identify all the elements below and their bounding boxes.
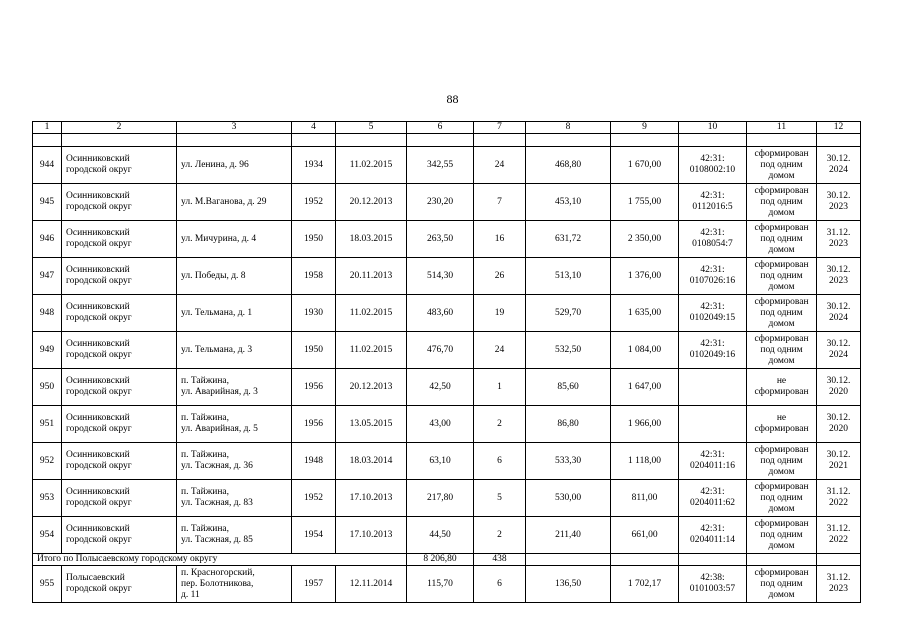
row-number: 950: [33, 369, 62, 406]
deadline: 30.12. 2021: [817, 443, 861, 480]
page-number: 88: [446, 92, 459, 106]
col-header: 12: [817, 122, 861, 134]
row-number: 951: [33, 406, 62, 443]
district: Осинниковский городской округ: [62, 480, 177, 517]
district: Осинниковский городской округ: [62, 295, 177, 332]
residents: 2: [474, 406, 526, 443]
cadastral-number: [679, 369, 747, 406]
col-header: 2: [62, 122, 177, 134]
table-row: [33, 332, 861, 369]
cell-9: 1 084,00: [611, 332, 679, 369]
cell-9: 811,00: [611, 480, 679, 517]
area: 342,55: [407, 147, 474, 184]
deadline: 31.12. 2022: [817, 480, 861, 517]
cadastral-number: 42:31: 0204011:14: [679, 517, 747, 554]
district: Осинниковский городской округ: [62, 443, 177, 480]
district: Осинниковский городской округ: [62, 369, 177, 406]
address: п. Тайжина, ул. Тасжная, д. 36: [177, 443, 292, 480]
col-header: 11: [747, 122, 817, 134]
table-row: [33, 295, 861, 332]
total-label: Итого по Полысаевскому городскому округу: [33, 554, 407, 566]
area: 63,10: [407, 443, 474, 480]
residents: 2: [474, 517, 526, 554]
address: п. Тайжина, ул. Тасжная, д. 85: [177, 517, 292, 554]
col-header: 10: [679, 122, 747, 134]
cell-8: 211,40: [526, 517, 611, 554]
total-people: 438: [474, 554, 526, 566]
address: п. Тайжина, ул. Аварийная, д. 3: [177, 369, 292, 406]
cadastral-number: 42:31: 0108002:10: [679, 147, 747, 184]
land-status: сформирован под одним домом: [747, 566, 817, 603]
year-built: 1948: [292, 443, 336, 480]
land-status: сформирован под одним домом: [747, 480, 817, 517]
col-header: 3: [177, 122, 292, 134]
residents: 24: [474, 147, 526, 184]
deadline: 31.12. 2023: [817, 566, 861, 603]
area: 43,00: [407, 406, 474, 443]
land-status: сформирован под одним домом: [747, 443, 817, 480]
recognition-date: 11.02.2015: [336, 332, 407, 369]
address: ул. М.Ваганова, д. 29: [177, 184, 292, 221]
col-header: 7: [474, 122, 526, 134]
recognition-date: 13.05.2015: [336, 406, 407, 443]
col-header: 4: [292, 122, 336, 134]
cadastral-number: 42:31: 0108054:7: [679, 221, 747, 258]
recognition-date: 17.10.2013: [336, 480, 407, 517]
address: ул. Тельмана, д. 3: [177, 332, 292, 369]
table-row: [33, 480, 861, 517]
row-number: 946: [33, 221, 62, 258]
address: ул. Тельмана, д. 1: [177, 295, 292, 332]
residents: 1: [474, 369, 526, 406]
deadline: 30.12. 2024: [817, 147, 861, 184]
table-row: [33, 566, 861, 603]
table-row: [33, 147, 861, 184]
cell-8: 513,10: [526, 258, 611, 295]
recognition-date: 20.12.2013: [336, 369, 407, 406]
row-number: 944: [33, 147, 62, 184]
address: п. Тайжина, ул. Аварийная, д. 5: [177, 406, 292, 443]
area: 230,20: [407, 184, 474, 221]
year-built: 1957: [292, 566, 336, 603]
deadline: 31.12. 2022: [817, 517, 861, 554]
area: 514,30: [407, 258, 474, 295]
residents: 16: [474, 221, 526, 258]
col-header: 8: [526, 122, 611, 134]
row-number: 948: [33, 295, 62, 332]
cell-8: 85,60: [526, 369, 611, 406]
land-status: сформирован под одним домом: [747, 332, 817, 369]
recognition-date: 18.03.2015: [336, 221, 407, 258]
table-row: [33, 221, 861, 258]
residents: 19: [474, 295, 526, 332]
cell-9: 1 635,00: [611, 295, 679, 332]
cadastral-number: 42:31: 0204011:62: [679, 480, 747, 517]
year-built: 1958: [292, 258, 336, 295]
cell-9: 1 647,00: [611, 369, 679, 406]
table-row: [33, 517, 861, 554]
district: Осинниковский городской округ: [62, 258, 177, 295]
recognition-date: 17.10.2013: [336, 517, 407, 554]
table-row: [33, 406, 861, 443]
land-status: сформирован под одним домом: [747, 258, 817, 295]
register-table: [32, 121, 861, 603]
year-built: 1930: [292, 295, 336, 332]
district: Осинниковский городской округ: [62, 184, 177, 221]
table-row: [33, 258, 861, 295]
recognition-date: 12.11.2014: [336, 566, 407, 603]
land-status: не сформирован: [747, 369, 817, 406]
row-number: 949: [33, 332, 62, 369]
cell-9: 1 755,00: [611, 184, 679, 221]
cadastral-number: 42:31: 0102049:15: [679, 295, 747, 332]
total-area: 8 206,80: [407, 554, 474, 566]
year-built: 1934: [292, 147, 336, 184]
table-row: [33, 369, 861, 406]
year-built: 1950: [292, 332, 336, 369]
recognition-date: 11.02.2015: [336, 295, 407, 332]
deadline: 30.12. 2024: [817, 295, 861, 332]
col-header: 6: [407, 122, 474, 134]
col-header: 9: [611, 122, 679, 134]
cadastral-number: 42:38: 0101003:57: [679, 566, 747, 603]
cell-9: 1 966,00: [611, 406, 679, 443]
area: 217,80: [407, 480, 474, 517]
residents: 6: [474, 566, 526, 603]
cell-8: 532,50: [526, 332, 611, 369]
table-row: [33, 184, 861, 221]
cell-9: 1 702,17: [611, 566, 679, 603]
land-status: сформирован под одним домом: [747, 295, 817, 332]
total-row: [33, 554, 861, 566]
district: Полысаевский городской округ: [62, 566, 177, 603]
cadastral-number: 42:31: 0102049:16: [679, 332, 747, 369]
recognition-date: 20.11.2013: [336, 258, 407, 295]
land-status: сформирован под одним домом: [747, 147, 817, 184]
address: ул. Ленина, д. 96: [177, 147, 292, 184]
district: Осинниковский городской округ: [62, 147, 177, 184]
cell-8: 529,70: [526, 295, 611, 332]
row-number: 952: [33, 443, 62, 480]
residents: 6: [474, 443, 526, 480]
cell-9: 1 118,00: [611, 443, 679, 480]
land-status: сформирован под одним домом: [747, 184, 817, 221]
year-built: 1956: [292, 369, 336, 406]
area: 44,50: [407, 517, 474, 554]
row-number: 945: [33, 184, 62, 221]
address: п. Красногорский, пер. Болотникова, д. 11: [177, 566, 292, 603]
cell-8: 468,80: [526, 147, 611, 184]
year-built: 1952: [292, 480, 336, 517]
district: Осинниковский городской округ: [62, 221, 177, 258]
address: ул. Мичурина, д. 4: [177, 221, 292, 258]
spacer-row: [33, 134, 861, 147]
address: ул. Победы, д. 8: [177, 258, 292, 295]
residents: 24: [474, 332, 526, 369]
district: Осинниковский городской округ: [62, 517, 177, 554]
cell-8: 533,30: [526, 443, 611, 480]
district: Осинниковский городской округ: [62, 332, 177, 369]
residents: 5: [474, 480, 526, 517]
cadastral-number: 42:31: 0112016:5: [679, 184, 747, 221]
land-status: сформирован под одним домом: [747, 517, 817, 554]
col-header: 5: [336, 122, 407, 134]
address: п. Тайжина, ул. Тасжная, д. 83: [177, 480, 292, 517]
year-built: 1954: [292, 517, 336, 554]
row-number: 947: [33, 258, 62, 295]
deadline: 30.12. 2023: [817, 258, 861, 295]
cell-9: 1 670,00: [611, 147, 679, 184]
cell-9: 1 376,00: [611, 258, 679, 295]
cell-8: 86,80: [526, 406, 611, 443]
recognition-date: 18.03.2014: [336, 443, 407, 480]
cell-9: 661,00: [611, 517, 679, 554]
year-built: 1956: [292, 406, 336, 443]
cell-9: 2 350,00: [611, 221, 679, 258]
area: 483,60: [407, 295, 474, 332]
area: 115,70: [407, 566, 474, 603]
district: Осинниковский городской округ: [62, 406, 177, 443]
residents: 26: [474, 258, 526, 295]
cadastral-number: [679, 406, 747, 443]
deadline: 30.12. 2020: [817, 406, 861, 443]
cadastral-number: 42:31: 0107026:16: [679, 258, 747, 295]
column-number-row: [33, 122, 861, 134]
deadline: 30.12. 2020: [817, 369, 861, 406]
land-status: сформирован под одним домом: [747, 221, 817, 258]
cell-8: 631,72: [526, 221, 611, 258]
deadline: 31.12. 2023: [817, 221, 861, 258]
deadline: 30.12. 2024: [817, 332, 861, 369]
area: 42,50: [407, 369, 474, 406]
recognition-date: 20.12.2013: [336, 184, 407, 221]
col-header: 1: [33, 122, 62, 134]
row-number: 954: [33, 517, 62, 554]
deadline: 30.12. 2023: [817, 184, 861, 221]
cell-8: 453,10: [526, 184, 611, 221]
land-status: не сформирован: [747, 406, 817, 443]
row-number: 955: [33, 566, 62, 603]
cell-8: 530,00: [526, 480, 611, 517]
year-built: 1950: [292, 221, 336, 258]
row-number: 953: [33, 480, 62, 517]
area: 263,50: [407, 221, 474, 258]
table-row: [33, 443, 861, 480]
area: 476,70: [407, 332, 474, 369]
recognition-date: 11.02.2015: [336, 147, 407, 184]
cadastral-number: 42:31: 0204011:16: [679, 443, 747, 480]
cell-8: 136,50: [526, 566, 611, 603]
residents: 7: [474, 184, 526, 221]
year-built: 1952: [292, 184, 336, 221]
